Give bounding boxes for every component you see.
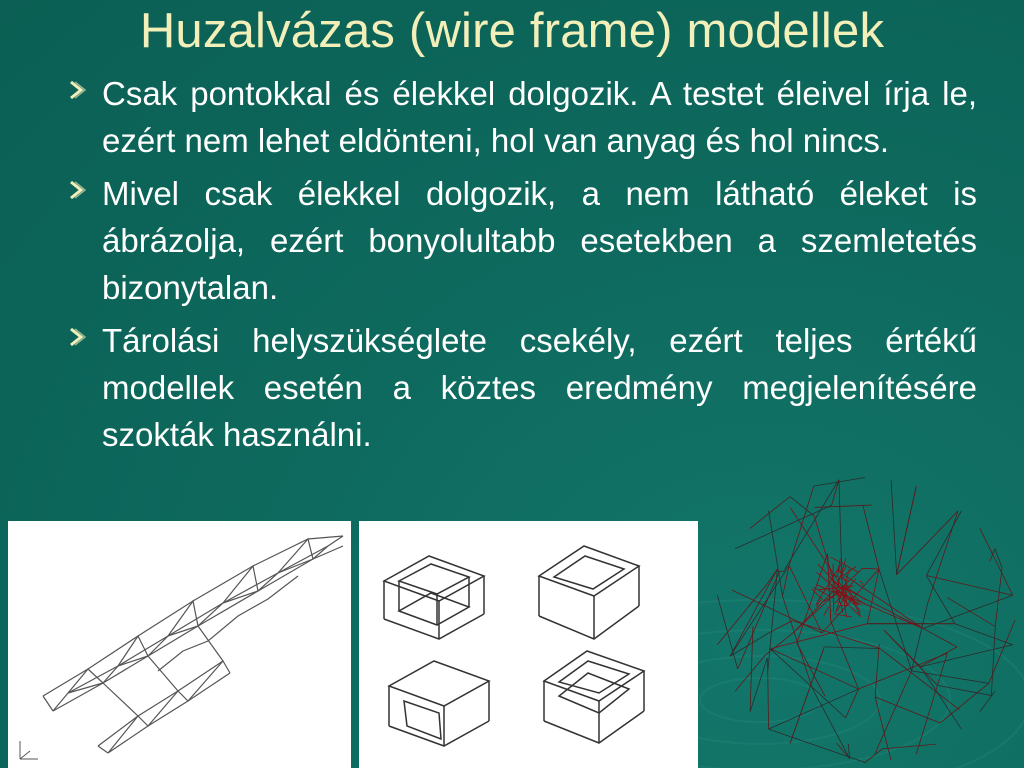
wireframe-boxes-image — [359, 521, 698, 768]
bullet-text: Tárolási helyszükséglete csekély, ezért teljes értékű modellek esetén a köztes eredmény megjelenítésére szokták használni. — [102, 322, 977, 453]
arrow-right-icon — [66, 179, 88, 201]
bullet-text: Mivel csak élekkel dolgozik, a nem látható éleket is ábrázolja, ezért bonyolultabb esetekben a szemletetés bizonytalan. — [102, 175, 977, 306]
arrow-right-icon — [66, 79, 88, 101]
wireframe-tower-image — [8, 521, 351, 768]
slide-title: Huzalvázas (wire frame) modellek — [139, 4, 885, 58]
wireframe-sphere-image — [700, 470, 1024, 768]
bullet-text: Csak pontokkal és élekkel dolgozik. A testet éleivel írja le, ezért nem lehet eldönteni, hol van anyag és hol nincs. — [102, 75, 977, 159]
bullet-item — [62, 317, 977, 458]
bullet-item — [62, 170, 977, 311]
arrow-right-icon — [66, 326, 88, 348]
bullet-list — [62, 70, 977, 464]
bullet-item — [62, 70, 977, 164]
